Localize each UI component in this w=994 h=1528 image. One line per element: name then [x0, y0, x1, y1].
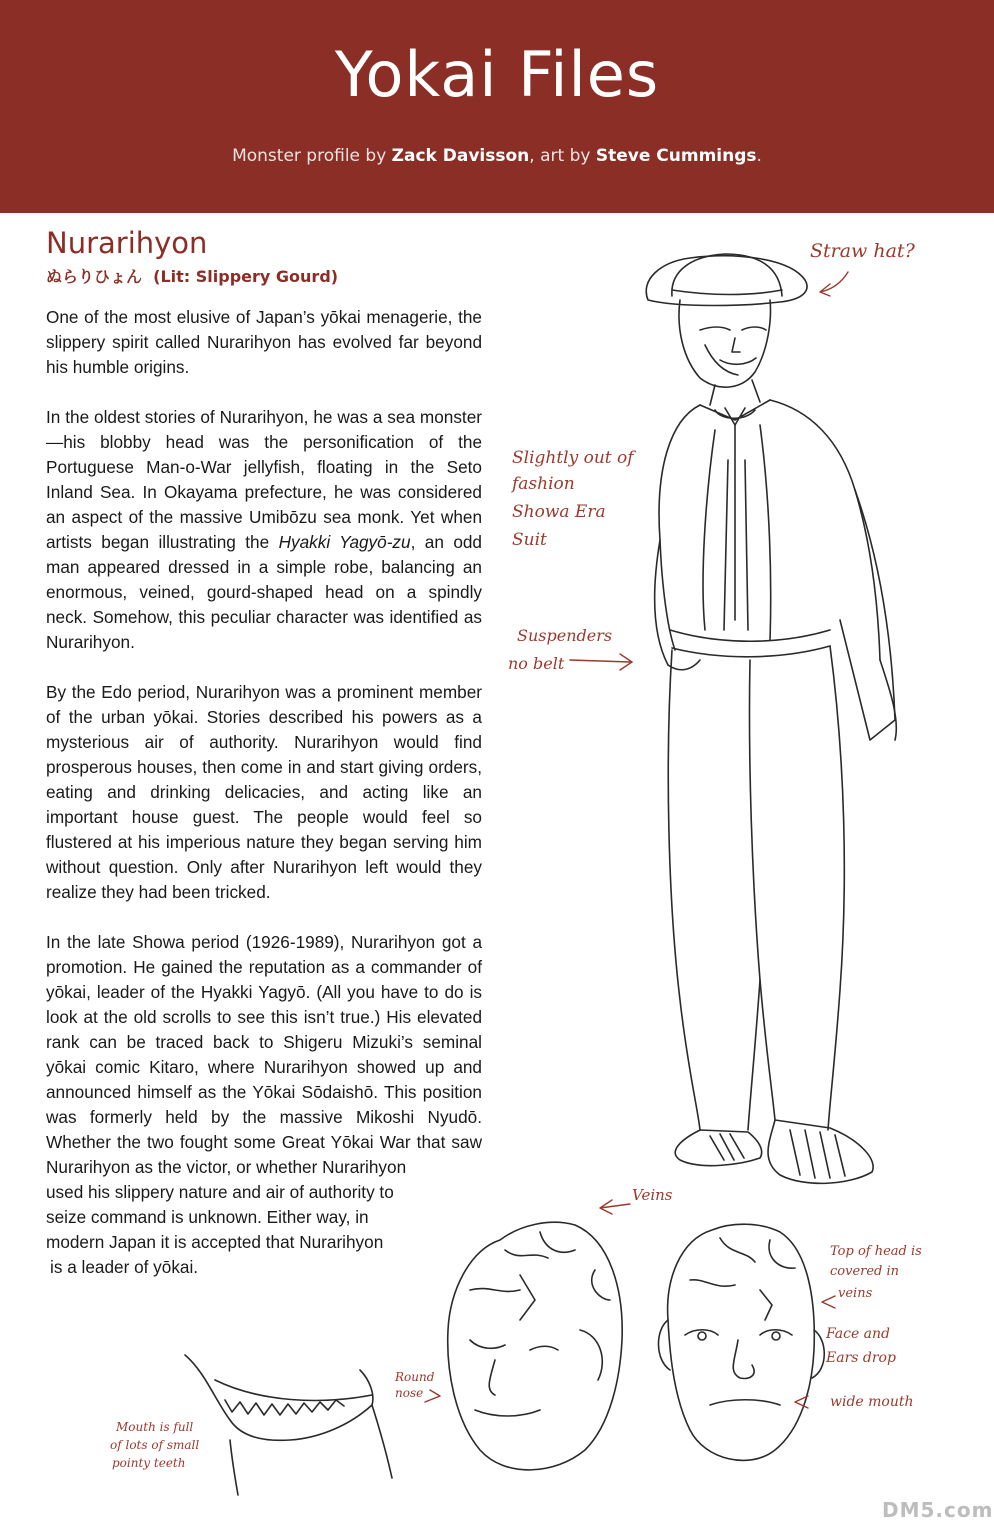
note-face-2: Ears drop: [826, 1350, 896, 1366]
paragraph-2-start: In the oldest stories of Nurarihyon, he was a sea monster—his blobby head was the personification of the Portuguese Man-o-War jellyfish, floating in the Seto Inland Sea. In Okayama prefecture, he was considered an aspect of the massive Umibōzu sea monk. Yet when artists began illustrating the: [46, 407, 482, 552]
note-suspenders-1: Suspenders: [517, 626, 613, 645]
note-top-3: veins: [838, 1286, 873, 1301]
note-teeth-2: of lots of small: [110, 1438, 200, 1452]
note-fashion-1: Slightly out of: [512, 448, 634, 468]
note-fashion-4: Suit: [512, 530, 547, 550]
entry-name: Nurarihyon: [46, 226, 208, 260]
note-top-2: covered in: [830, 1264, 900, 1279]
note-nose-2: nose: [395, 1386, 424, 1400]
note-fashion-2: fashion: [512, 474, 575, 494]
note-nose-1: Round: [395, 1370, 435, 1384]
paragraph-3: By the Edo period, Nurarihyon was a prominent member of the urban yōkai. Stories described his powers as a mysterious air of authority. Nurarihyon would find prosperous houses, then come in and start giving orders, eating and drinking delicacies, and acting like an important house guest. The people would feel so flustered at his imperious nature they began serving him without question. Only after Nurarihyon left would they realize they had been tricked.: [46, 682, 482, 902]
credit-middle: , art by: [529, 146, 596, 166]
credit-prefix: Monster profile by: [232, 146, 392, 166]
head-study-profile: [448, 1222, 622, 1470]
note-veins: Veins: [632, 1186, 673, 1204]
credit-suffix: .: [756, 146, 762, 166]
paragraph-4-line-3: modern Japan it is accepted that Nurarihyon: [46, 1232, 384, 1252]
note-suspenders-2: no belt: [508, 654, 565, 673]
paragraph-1: One of the most elusive of Japan’s yōkai menagerie, the slippery spirit called Nurarihyon has evolved far beyond his humble origins.: [46, 307, 482, 377]
note-face-1: Face and: [826, 1326, 891, 1342]
paragraph-2-end: , an odd man appeared dressed in a simple robe, balancing an enormous, veined, gourd-shaped head on a spindly neck. Somehow, this peculiar character was identified as Nurarihyon.: [46, 532, 482, 652]
head-study-front: [658, 1224, 824, 1460]
mouth-study: [185, 1355, 392, 1495]
note-top-1: Top of head is: [830, 1244, 922, 1259]
author-name: Zack Davisson: [391, 146, 530, 166]
paragraph-4-main: In the late Showa period (1926-1989), Nurarihyon got a promotion. He gained the reputation as a commander of yōkai, leader of the Hyakki Yagyō. (All you have to do is look at the old scrolls to see this isn’t true.) His elevated rank can be traced back to Shigeru Mizuki’s seminal yōkai comic Kitaro, where Nurarihyon showed up and announced himself as the Yōkai Sōdaishō. This position was formerly held by the massive Mikoshi Nyudō. Whether the two fought some Great Yōkai War that saw Nurarihyon as the victor, or whether Nurarihyon: [46, 932, 482, 1177]
note-hat: Straw hat?: [810, 240, 915, 262]
note-teeth-3: pointy teeth: [112, 1456, 186, 1470]
scroll-title: Hyakki Yagyō-zu: [278, 532, 411, 552]
paragraph-4-line-2: seize command is unknown. Either way, in: [46, 1207, 369, 1227]
entry-japanese: ぬらりひょん: [46, 267, 143, 286]
note-mouth: wide mouth: [830, 1394, 914, 1410]
note-teeth-1: Mouth is full: [116, 1420, 194, 1434]
paragraph-4-line-1: used his slippery nature and air of authority to: [46, 1182, 394, 1202]
note-fashion-3: Showa Era: [512, 502, 606, 522]
paragraph-4-line-4: is a leader of yōkai.: [50, 1257, 199, 1277]
entry-literal: (Lit: Slippery Gourd): [153, 267, 339, 286]
artist-name: Steve Cummings: [595, 146, 757, 166]
site-watermark: DM5.com: [882, 1498, 994, 1522]
page-title: Yokai Files: [334, 38, 660, 111]
figure-full-body: [646, 254, 896, 1183]
